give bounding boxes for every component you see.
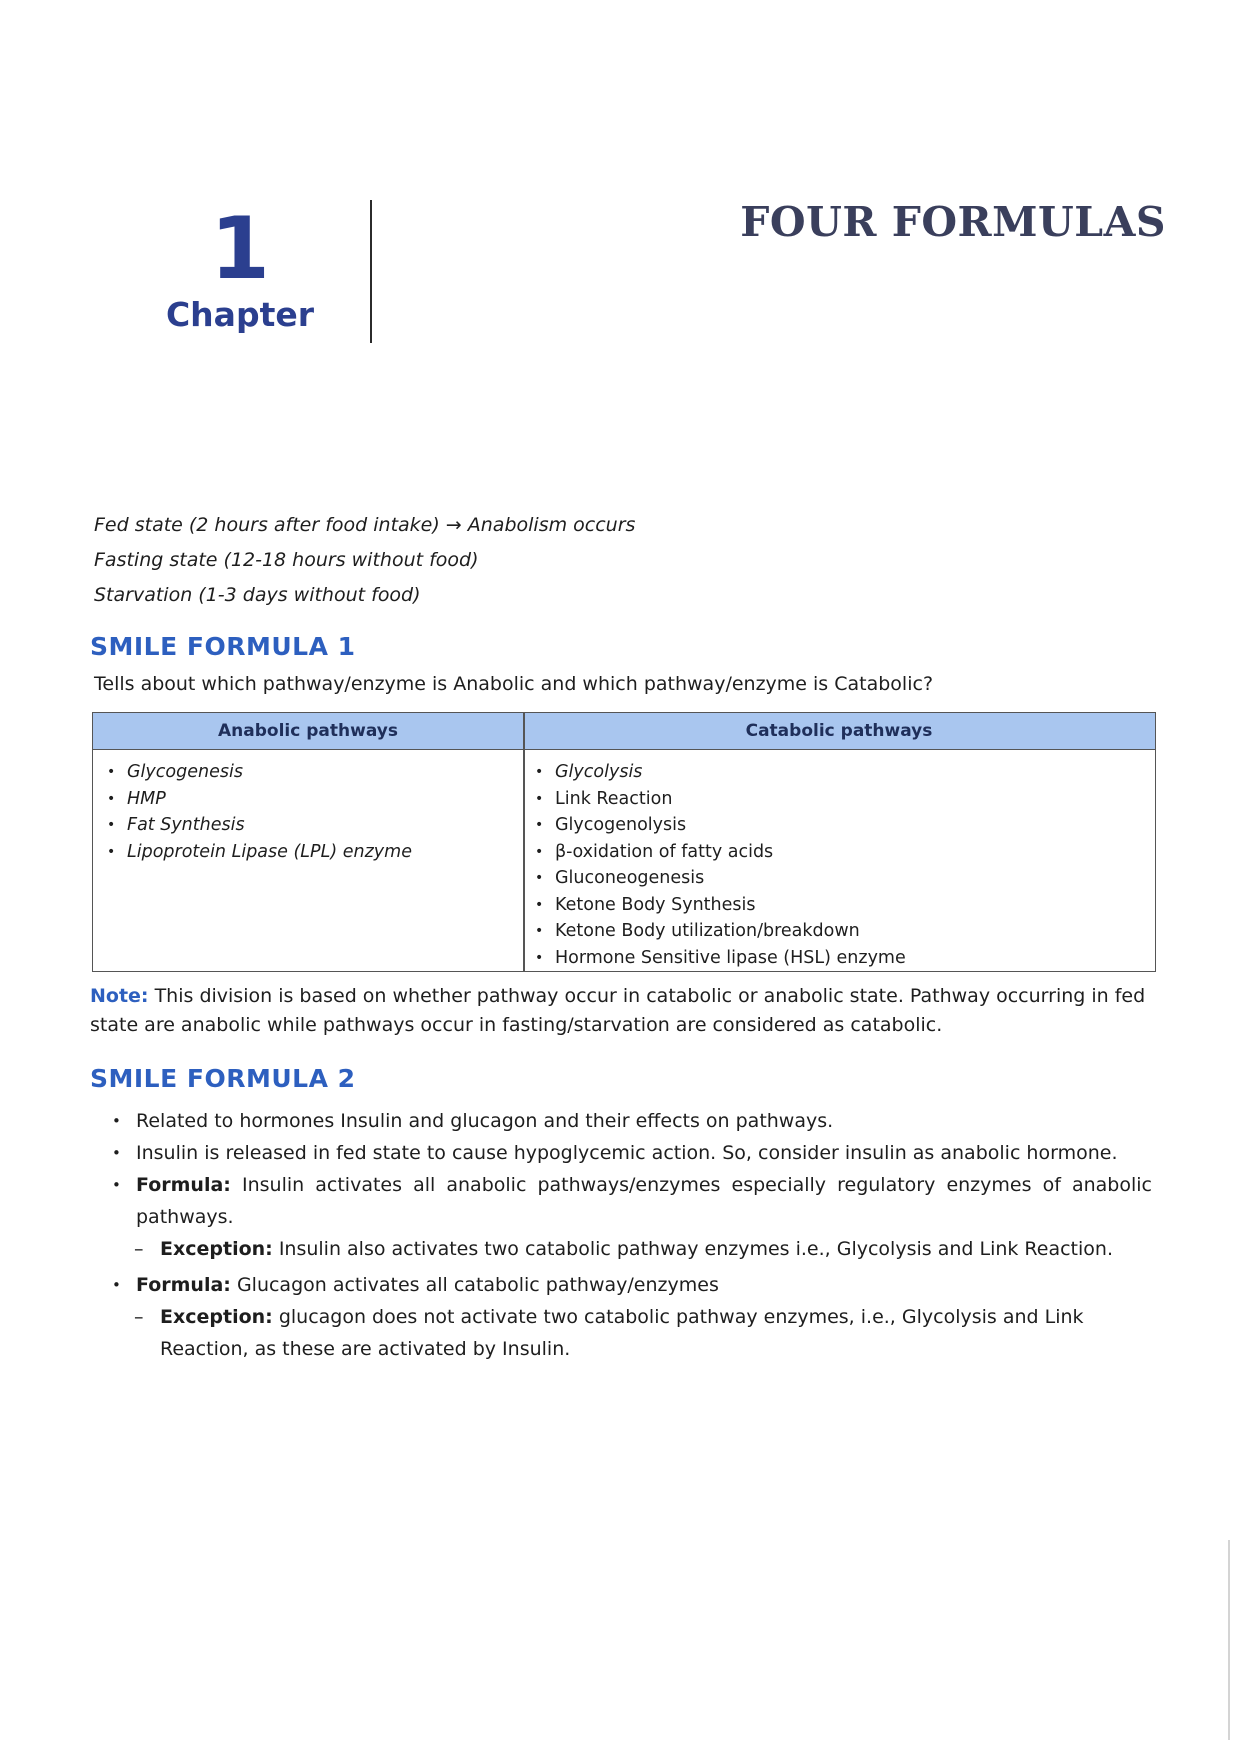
header-catabolic: Catabolic pathways (745, 721, 933, 741)
list-item: • Lipoprotein Lipase (LPL) enzyme (103, 839, 412, 866)
bullet-insulin: • Insulin is released in fed state to cause hypoglycemic action. So, consider insulin as anabolic hormone. (112, 1137, 1152, 1169)
list-item: • Glycolysis (531, 759, 906, 786)
intro-line-fed: Fed state (2 hours after food intake) → Anabolism occurs (94, 514, 636, 536)
intro-line-starvation: Starvation (1-3 days without food) (94, 584, 421, 606)
formula-label: Formula: (136, 1174, 231, 1196)
formula-2-bullets (112, 1105, 1152, 1365)
bullet-hormones: • Related to hormones Insulin and glucagon and their effects on pathways. (112, 1105, 1152, 1137)
formula-text: Insulin activates all anabolic pathways/enzymes especially regulatory enzymes of anabolic pathways. (136, 1174, 1152, 1228)
chapter-badge (160, 199, 320, 335)
list-item: • Glycogenesis (103, 759, 412, 786)
glucagon-exception (112, 1301, 1152, 1365)
list-item: • Glycogenolysis (531, 812, 906, 839)
list-item: • β-oxidation of fatty acids (531, 839, 906, 866)
note-paragraph (90, 982, 1160, 1040)
list-item: • Link Reaction (531, 786, 906, 813)
catabolic-list (531, 759, 906, 971)
formula-1-question: Tells about which pathway/enzyme is Anabolic and which pathway/enzyme is Catabolic? (94, 673, 934, 695)
list-item: • Hormone Sensitive lipase (HSL) enzyme (531, 945, 906, 972)
anabolic-list (103, 759, 412, 865)
formula-2-heading: SMILE FORMULA 2 (90, 1064, 356, 1093)
intro-lines (94, 508, 635, 613)
exception-label: Exception: (160, 1306, 273, 1328)
note-label: Note: (90, 985, 149, 1007)
table-column-divider (523, 713, 525, 971)
list-item: • Gluconeogenesis (531, 865, 906, 892)
scan-edge-shadow (1228, 1540, 1230, 1740)
chapter-title: FOUR FORMULAS (740, 198, 1166, 246)
formula-1-heading: SMILE FORMULA 1 (90, 632, 356, 661)
chapter-number: 1 (210, 199, 270, 299)
header-anabolic: Anabolic pathways (218, 721, 398, 741)
chapter-label: Chapter (165, 295, 315, 334)
formula-label: Formula: (136, 1274, 231, 1296)
exception-text: Insulin also activates two catabolic pathway enzymes i.e., Glycolysis and Link Reaction. (278, 1238, 1113, 1260)
list-item: • Ketone Body Synthesis (531, 892, 906, 919)
note-text: This division is based on whether pathway occur in catabolic or anabolic state. Pathway occurring in fed state are anabolic while pathways occur in fasting/starvation are considered as catabolic. (90, 985, 1146, 1036)
table-header-row (93, 713, 1155, 750)
exception-label: Exception: (160, 1238, 273, 1260)
insulin-exception (112, 1233, 1152, 1265)
bullet-insulin-formula (112, 1169, 1152, 1233)
bullet-glucagon-formula (112, 1269, 1152, 1301)
intro-line-fasting: Fasting state (12-18 hours without food) (94, 549, 479, 571)
list-item: • Fat Synthesis (103, 812, 412, 839)
formula-text: Glucagon activates all catabolic pathway/enzymes (236, 1274, 719, 1296)
exception-text: glucagon does not activate two catabolic pathway enzymes, i.e., Glycolysis and Link Reaction, as these are activated by Insulin. (160, 1306, 1084, 1360)
pathways-table (92, 712, 1156, 972)
list-item: • Ketone Body utilization/breakdown (531, 918, 906, 945)
chapter-divider (370, 200, 372, 343)
list-item: • HMP (103, 786, 412, 813)
